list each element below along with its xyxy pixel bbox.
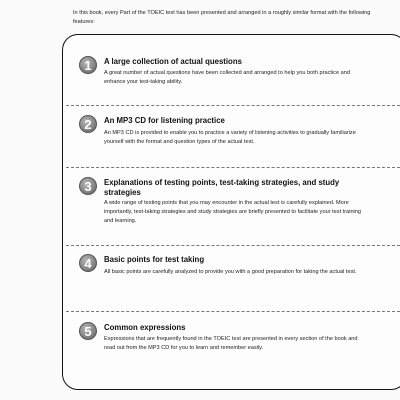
feature-title: An MP3 CD for listening practice bbox=[104, 116, 225, 125]
feature-body: Expressions that are frequently found in the TOEIC test are presented in every section of the book and read out from the MP3 CD for you to learn and remember easily. bbox=[104, 336, 358, 351]
feature-body: All basic points are carefully analyzed to provide you with a good preparation for taking the actual test. bbox=[104, 269, 357, 275]
feature-3 bbox=[79, 177, 362, 237]
feature-title: A large collection of actual questions bbox=[104, 57, 242, 66]
feature-4 bbox=[79, 254, 359, 294]
divider bbox=[66, 105, 400, 106]
feature-title: Basic points for test taking bbox=[104, 255, 205, 264]
feature-title: Explanations of testing points, test-taking strategies, and study strategies bbox=[104, 178, 340, 197]
feature-5 bbox=[79, 322, 359, 362]
divider bbox=[66, 245, 400, 246]
number-badge-icon: 4 bbox=[79, 254, 97, 272]
feature-title: Common expressions bbox=[104, 323, 186, 332]
number-badge-icon: 5 bbox=[79, 322, 97, 340]
divider bbox=[66, 311, 400, 312]
feature-1 bbox=[79, 56, 359, 96]
number-badge-icon: 1 bbox=[79, 56, 97, 74]
number-badge-icon: 2 bbox=[79, 115, 97, 133]
feature-body: A great number of actual questions have been collected and arranged to help you both practice and enhance your test-taking ability. bbox=[104, 70, 350, 85]
feature-body: A wide range of testing points that you may encounter in the actual test is carefully explained. More importantly, test-taking strategies and study strategies are briefly presented to facilitate your test training and learning. bbox=[104, 200, 362, 224]
divider bbox=[66, 167, 400, 168]
intro-text: In this book, every Part of the TOEIC test has been presented and arranged in a roughly similar format with the following features: bbox=[73, 10, 371, 25]
number-badge-icon: 3 bbox=[79, 177, 97, 195]
feature-body: An MP3 CD is provided to enable you to practice a variety of listening activities to gradually familiarize yourself with the format and question types of the actual test. bbox=[104, 130, 356, 145]
feature-2 bbox=[79, 115, 359, 155]
